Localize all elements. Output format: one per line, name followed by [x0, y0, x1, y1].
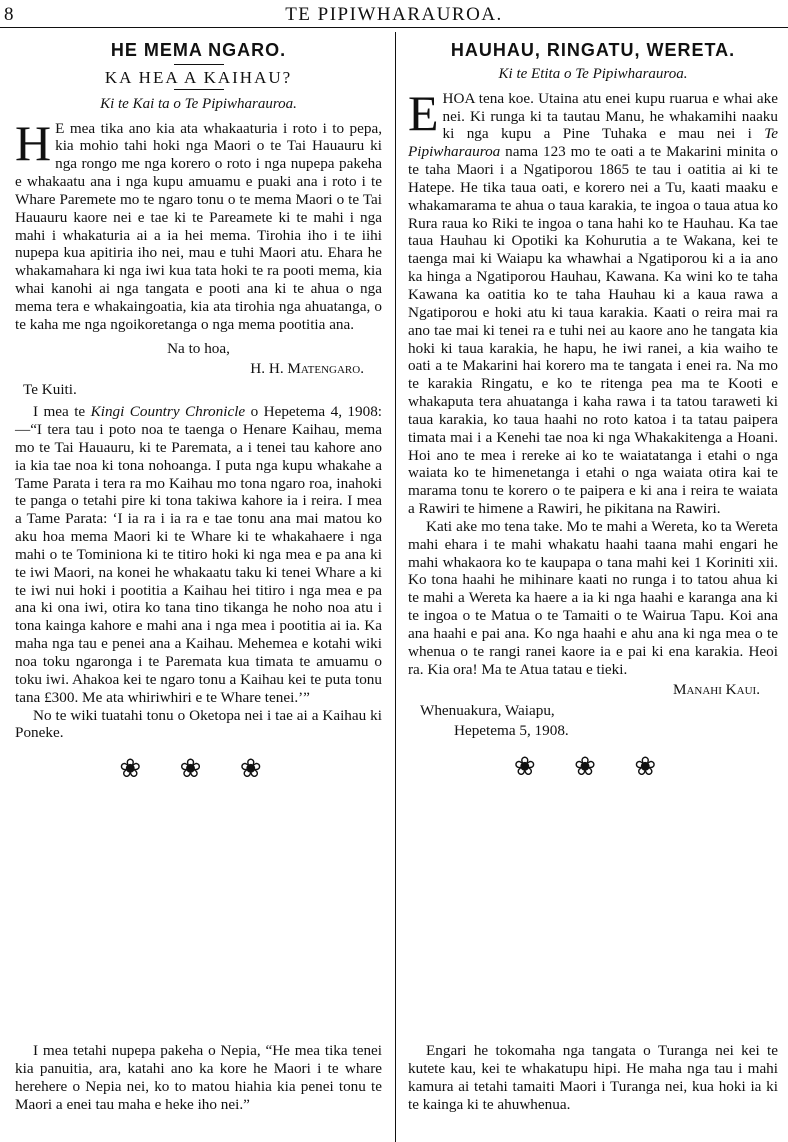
right-byline: Ki te Etita o Te Pipiwharauroa. [498, 65, 688, 82]
left-column [15, 36, 382, 792]
right-paragraph-1-lead: HOA tena koe. Utaina atu enei kupu ruarua e whai ake nei. Ki runga ki ta tautau Manu, he whakamihi naaku ki nga kupu a Pine Tuhaka e mau nei i [442, 89, 778, 143]
left-paragraph-2-text: o Hepetema 4, 1908:—“I tera tau i poto noa te taenga o Henare Kaihau, mema mo te Tai Hauauru, ki te Paremata, a i tenei tau kahore ano ia kia tae noa ki tona nohoanga. I puta nga kupu whakahe a Tame Parata i tera ra mo Kaihau mo tona ngaro roa, inahoki te panga o tetahi pire ki tona takiwa kahore ia i reira. I mea a Tame Parata: ‘I ia ra i ia ra e tae tonu ana mai matou ko aku hoa mema Maori ki te Whare ki te whakahaere i nga mahi o te Tominiona ki te titiro hoki ki nga mea e pa ana ki te iwi Maori, na konei he whakaatu taku ki tenei Whare a ki te iwi nui hoki i pootitia a Kaihau hei titiro i nga mea e pa ana ki ona iwi, otira ko tana tino tikanga he noho noa atu i tona kainga kahore e mahi ana i nga mea i pootitia ai ia. Ka maha nga tau e penei ana a Kaihau. Mehemea e kotahi wiki noa toku ngaronga i te Paremata kua timata te amuamu o toku iwi. Ahakoa kei te ngaro tonu a Kaihau kei te puta tonu tana £300. Me ata whiriwhiri e te Whare tenei.’” [15, 403, 383, 706]
right-column [408, 36, 778, 790]
right-paragraph-2: Kati ake mo tena take. Mo te mahi a Wereta, ko ta Wereta mahi ehara i te mahi whakatu haahi taana mahi engari he mahi whakaora ko te kaupapa o tana mahi kei 1 Koriniti xii. Ko tona haahi he mihinare kaati no runga i to tatou ahua ki te mahi a Wereta ka haere a ia ki nga haahi e karanga ana ki te ingoa o te Matua o te Tamaiti o te Wairua Tapu. Koi ana ana haahi e pai ana. Ko nga haahi e ahu ana ki nga mea o te whenua o te rangi ranei kaore ia e pai ki ena karakia. Heoi ra. Kia ora! Ma te Atua tatau e tieki. [408, 517, 778, 678]
place-line: Te Kuiti. [23, 381, 77, 399]
signature: H. H. Matengaro. [250, 359, 364, 377]
left-byline: Ki te Kai ta o Te Pipiwharauroa. [100, 95, 297, 112]
newspaper-name: Te Pipiwharauroa [408, 125, 778, 161]
left-article-title: HE MEMA NGARO. [110, 40, 287, 60]
column-divider [395, 32, 396, 1142]
left-bottom-paragraph [15, 1042, 382, 1113]
left-paragraph-2 [15, 403, 382, 706]
right-paragraph-1 [408, 84, 778, 518]
left-paragraph-1 [15, 114, 382, 334]
signoff: Na to hoa, [167, 339, 230, 357]
left-paragraph-3: No te wiki tuatahi tonu o Oketopa nei i tae ai a Kaihau ki Poneke. [15, 706, 382, 742]
right-paragraph-1-text: nama 123 mo te oati a te Makarini minita o te taha Maori i a Ngatiporou 1865 te tau i oatitia ai ki te Hatepe. He tika taua oati, e korero nei a Tu, kaati maaku e whakamarama te ahua o taua karakia, te ingoa o taua atua ko Rura raua ko Riki te ingoa o tana hahi ko te Hauhau. Ka tae taua Hauhau ki Opotiki ka Kohurutia a te Wakana, kei te taenga mai ki Waiapu ka whawhai a Ngatiporou ki a ia ano ka hinga a Ngatiporou Hauhau, Kawana. Ka wini ko te taha Kawana ka oatitia ko te taha Hauhau ki a kaua rawa a Ngatiporou e hoki atu ki taua karakia. Kaati o reira mai ra ano tae mai ki tenei ra e tuhi nei au kaore ano he tangata kia hoki ki taua karakia, he hapu, he iwi ranei, a kia waiho te oati a te Makarini hai korero ma te tangata i enei ra. Na mo te karakia Ringatu, e ko te ritenga pea ma te Kooti e whakaputa tera ahuatanga i kaha rawa i ta tatou taraweti ki taua karakia, ko taua haahi no roto katoa i ta tatau paipera timata mai i a Kenehi tae noa ki nga Whakakitenga a Hoani. Hoi ano te mea i rereke ai ko te waiatatanga i etahi o nga waiata ko te himenetanga i etahi o nga waiata otira kai te marama tonu te korero o te paipera e ki ana i reira te waiata a Rawiri te himene a Rawiri, he pikitana na Rawiri. [408, 143, 778, 518]
signature: Manahi Kaui. [672, 680, 760, 698]
right-bottom-paragraph [408, 1042, 778, 1113]
ornament-divider: ❀ ❀ ❀ [513, 752, 673, 782]
place-line: Whenuakura, Waiapu, [420, 702, 555, 720]
page-number: 8 [4, 4, 14, 25]
running-head: TE PIPIWHARAUROA. [285, 4, 503, 25]
left-paragraph-2-lead: I mea te [33, 403, 91, 421]
date-line: Hepetema 5, 1908. [454, 722, 569, 740]
left-article-subtitle: KA HEA A KAIHAU? [104, 67, 293, 87]
ornament-divider: ❀ ❀ ❀ [119, 754, 278, 784]
newspaper-name: Kingi Country Chronicle [90, 403, 246, 421]
title-rule [174, 64, 224, 65]
right-bottom-text: Engari he tokomaha nga tangata o Turanga nei kei te kutete kau, kei te whakatupu hipi. He maha nga tau i mahi kamura ai tetahi tamaiti Maori i Turanga nei, kua hoki ia ki te kainga ki te ahuwhenua. [408, 1042, 778, 1113]
header-rule [0, 27, 788, 28]
page-header [0, 0, 788, 32]
drop-cap: E [408, 84, 439, 141]
subtitle-rule [174, 89, 224, 90]
left-paragraph-1-text: E mea tika ano kia ata whakaaturia i roto i to pepa, kia mohio tahi hoki nga Maori o te Tai Hauauru ki nga rongo me nga korero o roto i nga nupepa pakeha e whakaatu ana i nga kupu amuamu e puaki ana i roto i te Whare Paremete mo te ngaro tonu o te mema Maori o te Tai Hauauru kaore nei e tae ki te Pareamete ki te mahi i nga mahi i whakaturia ai a ia hei mema. Tirohia iho i te iihi nupepa kua apitiria iho nei, mau e tuhi Maori atu. Ehara he whakamahara ki nga iwi kua tata hoki te ra pooti mema, kia whai kanohi ai nga tangata e pooti ana ki te ahua o nga mema tera e whakaingoatia, kia ata tirohia nga ahuatanga, o te kaha me nga ngoikoretanga o nga mema pootitia ana. [15, 119, 382, 333]
right-article-title: HAUHAU, RINGATU, WERETA. [450, 40, 736, 60]
left-bottom-text: I mea tetahi nupepa pakeha o Nepia, “He mea tika tenei kia panuitia, ara, katahi ano ka kore he Maori i te whare herehere o Nepia nei, ko to matou hiahia kia penei tonu te Maori a enei tau maha e heke iho nei.” [15, 1042, 382, 1113]
drop-cap: H [15, 114, 52, 171]
